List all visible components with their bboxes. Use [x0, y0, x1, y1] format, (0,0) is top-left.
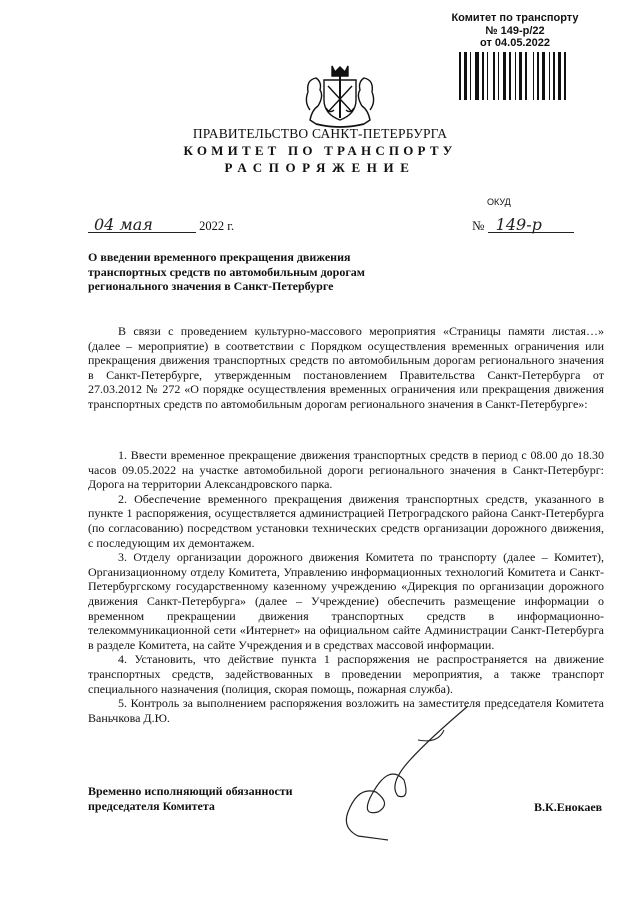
stamp-committee: Комитет по транспорту: [451, 12, 579, 24]
okud-label: ОКУД: [487, 197, 511, 207]
preamble: [88, 324, 604, 412]
ordered-items: [88, 448, 604, 725]
registration-stamp: [440, 12, 590, 50]
barcode: [458, 52, 576, 100]
handwritten-date: 04 мая: [88, 218, 196, 233]
date-year: 2022 г.: [199, 219, 235, 233]
stamp-number: № 149-р/22: [485, 24, 545, 37]
signatory-name: В.К.Енокаев: [534, 800, 603, 814]
coat-of-arms-icon: [302, 62, 378, 130]
handwritten-signature: [318, 700, 488, 850]
document-number: [472, 215, 574, 234]
signatory-title-line2: председателя Комитета: [88, 799, 215, 813]
document-type: РАСПОРЯЖЕНИЕ: [224, 160, 416, 175]
item-3: 3. Отделу организации дорожного движения Комитета по транспорту (далее – Комитет), Организационному отделу Комитета, Управлению информационных технологий Комитета и Санкт-Петербургскому государственному казенному учреждению «Дирекция по организации дорожного движения Санкт-Петербурга» (далее – Учреждение) обеспечить размещение информации о временном прекращении движения транспортных средств в информационно-телекоммуникационной сети «Интернет» на официальном сайте Администрации Санкт-Петербурга в разделе Комитета, на сайте Учреждения и в средствах массовой информации.: [88, 550, 604, 652]
item-4: 4. Установить, что действие пункта 1 распоряжения не распространяется на движение транспортных средств, задействованных в проведении мероприятия, а также транспорт специального назначения (полиция, скорая помощь, пожарная служба).: [88, 652, 604, 696]
item-1: 1. Ввести временное прекращение движения транспортных средств в период с 08.00 до 18.30 часов 09.05.2022 на участке автомобильной дороги регионального значения в Санкт-Петербург: Дорога на территории Александровского парка.: [88, 448, 604, 492]
document-subject: О введении временного прекращения движения транспортных средств по автомобильным дорогам регионального значения в Санкт-Петербурге: [88, 250, 365, 294]
preamble-paragraph: В связи с проведением культурно-массового мероприятия «Страницы памяти листая…» (далее – мероприятие) в соответствии с Порядком осуществления временных ограничения или прекращения движения транспортных средств по автомобильным дорогам регионального значения в Санкт-Петербурге, утвержденным постановлением Правительства Санкт-Петербурга от 27.03.2012 № 272 «О порядке осуществления временных ограничения или прекращения движения транспортных средств по автомобильным дорогам регионального значения в Санкт-Петербурге»:: [88, 324, 604, 411]
item-2: 2. Обеспечение временного прекращения движения транспортных средств, указанного в пункте 1 распоряжения, осуществляется администрацией Петроградского района Санкт-Петербурга (по согласованию) посредством установки технических средств организации дорожного движения, с последующим их демонтажем.: [88, 491, 604, 550]
government-title: ПРАВИТЕЛЬСТВО САНКТ-ПЕТЕРБУРГА: [192, 126, 448, 141]
item-5: 5. Контроль за выполнением распоряжения возложить на заместителя председателя Комитета Ваньчкова Д.Ю.: [88, 696, 604, 725]
handwritten-number: 149-р: [488, 218, 574, 233]
signatory-title: [88, 784, 293, 814]
document-date: [88, 215, 235, 234]
signatory-title-line1: Временно исполняющий обязанности: [88, 784, 293, 798]
committee-title: КОМИТЕТ ПО ТРАНСПОРТУ: [183, 143, 457, 158]
number-prefix: №: [472, 218, 485, 233]
stamp-date: от 04.05.2022: [480, 37, 550, 49]
